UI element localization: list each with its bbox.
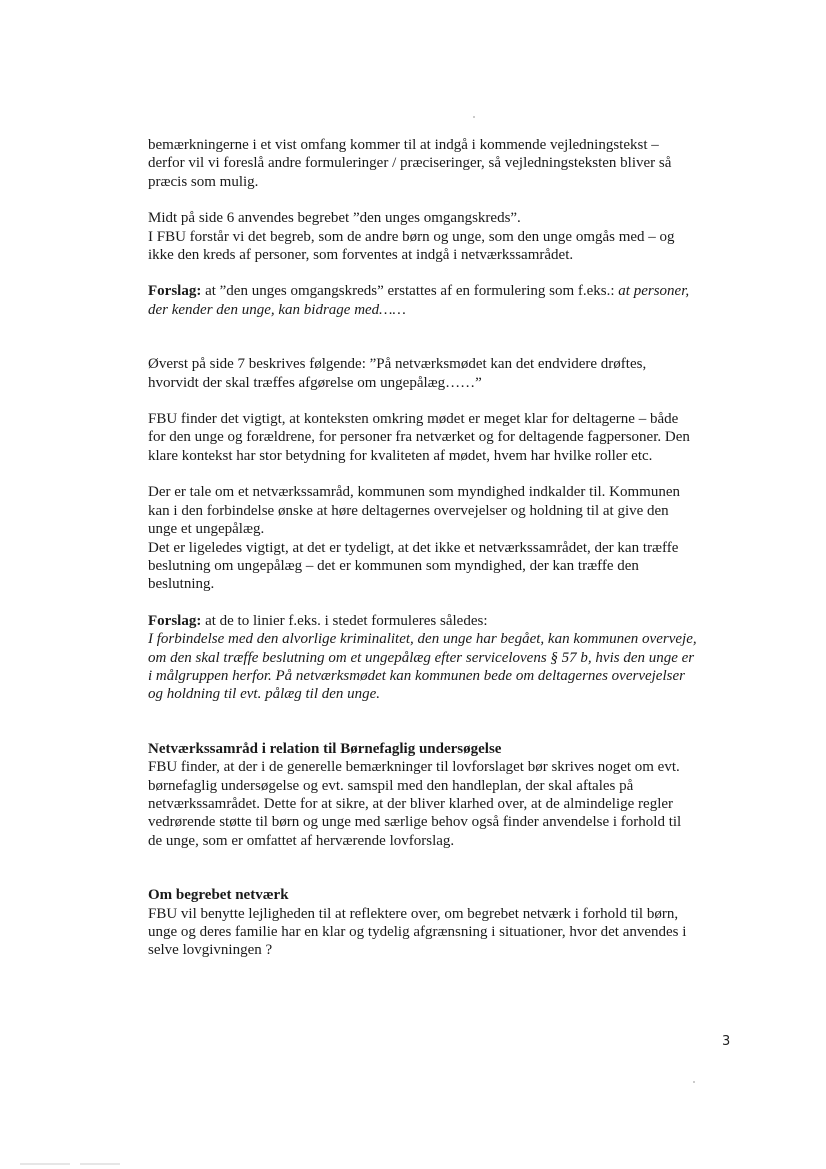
text-line: de unge, som er omfattet af herværende lovforslag. [148, 832, 455, 849]
text-line: Øverst på side 7 beskrives følgende: ”På netværksmødet kan det endvidere drøftes, [148, 356, 647, 373]
text-line: derfor vil vi foreslå andre formuleringer / præciseringer, så vejledningsteksten bliver så [148, 155, 672, 172]
text-line: Det er ligeledes vigtigt, at det er tydeligt, at det ikke et netværkssamrådet, der kan træffe [148, 539, 679, 556]
proposal-1 [148, 282, 738, 319]
text-line: netværkssamrådet. Dette for at sikre, at der bliver klarhed over, at de almindelige regler [148, 795, 674, 812]
text-line: klare kontekst har stor betydning for kvaliteten af mødet, hvem har hvilke roller etc. [148, 447, 653, 464]
section-heading: Om begrebet netværk [148, 887, 289, 904]
text-line: præcis som mulig. [148, 173, 259, 190]
text-line: og holdning til evt. pålæg til den unge. [148, 686, 381, 703]
section-boernefaglig [148, 740, 738, 850]
text-line: FBU finder, at der i de generelle bemærkninger til lovforslaget bør skrives noget om evt. [148, 759, 680, 776]
section-heading: Netværkssamråd i relation til Børnefaglig undersøgelse [148, 740, 502, 757]
text-line: der kender den unge, kan bidrage med…… [148, 301, 406, 318]
text-line [148, 612, 738, 630]
text-line: FBU finder det vigtigt, at konteksten omkring mødet er meget klar for deltagerne – både [148, 411, 679, 428]
scan-artifact [80, 1163, 120, 1165]
text-line: hvorvidt der skal træffes afgørelse om ungepålæg……” [148, 374, 482, 391]
text-line: unge et ungepålæg. [148, 521, 265, 538]
text-line: I FBU forstår vi det begreb, som de andre børn og unge, som den unge omgås med – og [148, 228, 675, 245]
proposal-label: Forslag: [148, 283, 202, 300]
proposal-label: Forslag: [148, 612, 202, 629]
scan-speck [693, 1081, 695, 1083]
text-line: I forbindelse med den alvorlige kriminalitet, den unge har begået, kan kommunen overveje, [148, 631, 697, 648]
text-line: ikke den kreds af personer, som forventes at indgå i netværkssamrådet. [148, 247, 574, 264]
text-line: om den skal træffe beslutning om et ungepålæg efter servicelovens § 57 b, hvis den unge er [148, 649, 695, 666]
proposal-text: at ”den unges omgangskreds” erstattes af en formulering som f.eks.: [201, 283, 619, 300]
text-line: for den unge og forældrene, for personer fra netværket og for deltagende fagpersoner. Den [148, 429, 690, 446]
text-line: vedrørende støtte til børn og unge med særlige behov også finder anvendelse i forhold til [148, 814, 682, 831]
text-line: beslutning om ungepålæg – det er kommunen som myndighed, der kan træffe den [148, 557, 639, 574]
text-line: i målgruppen herfor. På netværksmødet kan kommunen bede om deltagernes overvejelser [148, 667, 685, 684]
scan-artifact [20, 1163, 70, 1165]
text-line: bemærkningerne i et vist omfang kommer til at indgå i kommende vejledningstekst – [148, 137, 659, 153]
proposal-2 [148, 612, 738, 704]
paragraph-netvaerkssamraad [148, 483, 738, 593]
paragraph-kontekst [148, 410, 738, 465]
text-line: kan i den forbindelse ønske at høre deltagernes overvejelser og holdning til at give den [148, 502, 669, 519]
text-line [148, 282, 738, 300]
proposal-text: at de to linier f.eks. i stedet formuleres således: [201, 612, 488, 629]
text-line: unge og deres familie har en klar og tydelig afgrænsning i situationer, hvor det anvendes i [148, 924, 687, 940]
text-line: beslutning. [148, 576, 215, 593]
text-line: børnefaglig undersøgelse og evt. samspil med den handleplan, der skal aftales på [148, 777, 634, 794]
paragraph-omgangskreds [148, 209, 738, 264]
proposal-italic: at personer, [618, 283, 690, 300]
section-netvaerk [148, 886, 738, 960]
text-line: Der er tale om et netværkssamråd, kommunen som myndighed indkalder til. Kommunen [148, 484, 680, 501]
text-line: selve lovgivningen ? [148, 942, 273, 959]
page-number: 3 [722, 1034, 731, 1049]
body-text [148, 136, 738, 960]
text-line: Midt på side 6 anvendes begrebet ”den unges omgangskreds”. [148, 210, 521, 227]
paragraph-side-7 [148, 355, 738, 392]
scan-speck [473, 116, 475, 118]
paragraph-continuation [148, 136, 738, 191]
text-line: FBU vil benytte lejligheden til at reflektere over, om begrebet netværk i forhold til børn, [148, 905, 679, 922]
